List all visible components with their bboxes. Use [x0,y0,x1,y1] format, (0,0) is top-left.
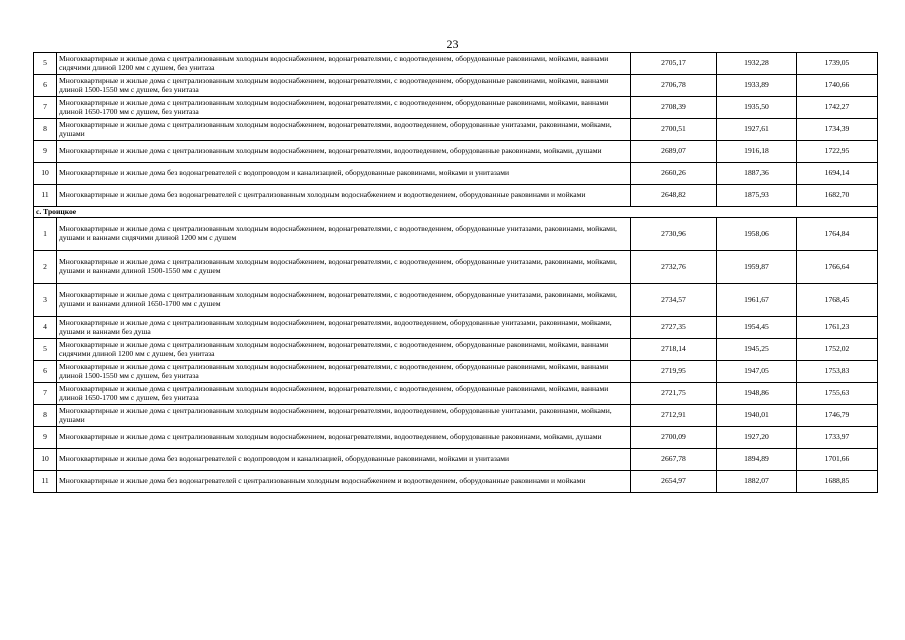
tariff-value-3: 1682,70 [797,185,878,207]
tariff-value-3: 1694,14 [797,163,878,185]
tariff-table [33,52,878,493]
tariff-value-3: 1740,66 [797,75,878,97]
tariff-value-1: 2705,17 [631,53,717,75]
tariff-value-1: 2667,78 [631,449,717,471]
table-row [34,75,878,97]
tariff-value-2: 1959,87 [717,251,797,284]
table-row [34,185,878,207]
row-number: 8 [34,405,57,427]
tariff-value-3: 1734,39 [797,119,878,141]
section-title: с. Троицкое [34,207,878,218]
table-row [34,53,878,75]
table-row [34,251,878,284]
row-number: 2 [34,251,57,284]
table-row [34,405,878,427]
housing-description: Многоквартирные и жилые дома без водонагревателей с централизованным холодным водоснабжением и водоотведением, оборудованные раковинами и мойками [57,471,631,493]
housing-description: Многоквартирные и жилые дома с централизованным холодным водоснабжением, водонагревателями, с водоотведением, оборудованные раковинами, мойками, ваннами сидячими длиной 1200 мм с душем, без унитаза [57,53,631,75]
housing-description: Многоквартирные и жилые дома с централизованным холодным водоснабжением, водонагревателями, водоотведением, оборудованные унитазами, раковинами, мойками, душами [57,405,631,427]
tariff-value-3: 1746,79 [797,405,878,427]
tariff-value-1: 2700,51 [631,119,717,141]
tariff-value-2: 1916,18 [717,141,797,163]
table-row [34,317,878,339]
tariff-value-2: 1887,36 [717,163,797,185]
tariff-value-2: 1947,05 [717,361,797,383]
tariff-value-2: 1894,89 [717,449,797,471]
tariff-value-3: 1755,63 [797,383,878,405]
housing-description: Многоквартирные и жилые дома без водонагревателей с централизованным холодным водоснабжением и водоотведением, оборудованные раковинами и мойками [57,185,631,207]
row-number: 5 [34,53,57,75]
tariff-value-1: 2719,95 [631,361,717,383]
table-row [34,141,878,163]
tariff-value-2: 1948,86 [717,383,797,405]
table-row [34,97,878,119]
tariff-value-3: 1688,85 [797,471,878,493]
row-number: 6 [34,75,57,97]
housing-description: Многоквартирные и жилые дома с централизованным холодным водоснабжением, водонагревателями, с водоотведением, оборудованные унитазами, раковинами, мойками, душами и ваннами длиной 1500-1550 мм с душем [57,251,631,284]
tariff-value-3: 1753,83 [797,361,878,383]
housing-description: Многоквартирные и жилые дома с централизованным холодным водоснабжением, водонагревателями, водоотведением, оборудованные раковинами, мойками, душами [57,427,631,449]
table-row [34,449,878,471]
housing-description: Многоквартирные и жилые дома с централизованным холодным водоснабжением, водонагревателями, с водоотведением, оборудованные раковинами, мойками, ваннами длиной 1500-1550 мм с душем, без унитаза [57,75,631,97]
tariff-value-2: 1961,67 [717,284,797,317]
tariff-value-3: 1768,45 [797,284,878,317]
tariff-value-3: 1739,05 [797,53,878,75]
row-number: 7 [34,383,57,405]
row-number: 7 [34,97,57,119]
tariff-value-1: 2730,96 [631,218,717,251]
tariff-value-1: 2718,14 [631,339,717,361]
housing-description: Многоквартирные и жилые дома без водонагревателей с водопроводом и канализацией, оборудованные раковинами, мойками и унитазами [57,449,631,471]
row-number: 10 [34,449,57,471]
tariff-value-1: 2708,39 [631,97,717,119]
tariff-value-1: 2734,57 [631,284,717,317]
table-row [34,119,878,141]
tariff-table-body [34,53,878,493]
table-row [34,339,878,361]
tariff-value-1: 2648,82 [631,185,717,207]
tariff-value-2: 1954,45 [717,317,797,339]
tariff-value-2: 1958,06 [717,218,797,251]
housing-description: Многоквартирные и жилые дома с централизованным холодным водоснабжением, водонагревателями, с водоотведением, оборудованные унитазами, раковинами, мойками, душами и ваннами длиной 1650-1700 мм с душем [57,284,631,317]
housing-description: Многоквартирные и жилые дома с централизованным холодным водоснабжением, водонагревателями, водоотведением, оборудованные унитазами, раковинами, мойками, душами и ваннами без душа [57,317,631,339]
table-row [34,427,878,449]
housing-description: Многоквартирные и жилые дома с централизованным холодным водоснабжением, водонагревателями, с водоотведением, оборудованные раковинами, мойками, ваннами длиной 1650-1700 мм с душем, без унитаза [57,383,631,405]
tariff-value-2: 1933,89 [717,75,797,97]
row-number: 9 [34,141,57,163]
row-number: 5 [34,339,57,361]
housing-description: Многоквартирные и жилые дома с централизованным холодным водоснабжением, водонагревателями, водоотведением, оборудованные раковинами, мойками, душами [57,141,631,163]
tariff-value-2: 1882,07 [717,471,797,493]
tariff-value-1: 2654,97 [631,471,717,493]
row-number: 11 [34,185,57,207]
housing-description: Многоквартирные и жилые дома с централизованным холодным водоснабжением, водонагревателями, с водоотведением, оборудованные унитазами, раковинами, мойками, душами и ваннами сидячими длиной 1200 мм с душем [57,218,631,251]
tariff-value-1: 2700,09 [631,427,717,449]
tariff-value-1: 2721,75 [631,383,717,405]
table-row [34,218,878,251]
tariff-value-1: 2689,07 [631,141,717,163]
row-number: 10 [34,163,57,185]
row-number: 4 [34,317,57,339]
table-row [34,163,878,185]
tariff-value-1: 2732,76 [631,251,717,284]
row-number: 3 [34,284,57,317]
housing-description: Многоквартирные и жилые дома без водонагревателей с водопроводом и канализацией, оборудованные раковинами, мойками и унитазами [57,163,631,185]
tariff-value-2: 1927,61 [717,119,797,141]
row-number: 11 [34,471,57,493]
housing-description: Многоквартирные и жилые дома с централизованным холодным водоснабжением, водонагревателями, с водоотведением, оборудованные раковинами, мойками, ваннами длиной 1500-1550 мм с душем, без унитаза [57,361,631,383]
table-row [34,284,878,317]
tariff-value-2: 1927,20 [717,427,797,449]
tariff-value-2: 1875,93 [717,185,797,207]
tariff-value-3: 1722,95 [797,141,878,163]
tariff-value-2: 1932,28 [717,53,797,75]
tariff-value-2: 1935,50 [717,97,797,119]
housing-description: Многоквартирные и жилые дома с централизованным холодным водоснабжением, водонагревателями, с водоотведением, оборудованные раковинами, мойками, ваннами сидячими длиной 1200 мм с душем, без унитаза [57,339,631,361]
row-number: 9 [34,427,57,449]
row-number: 6 [34,361,57,383]
tariff-value-3: 1742,27 [797,97,878,119]
tariff-value-3: 1764,84 [797,218,878,251]
housing-description: Многоквартирные и жилые дома с централизованным холодным водоснабжением, водонагревателями, водоотведением, оборудованные унитазами, раковинами, мойками, душами [57,119,631,141]
tariff-value-1: 2660,26 [631,163,717,185]
row-number: 8 [34,119,57,141]
tariff-value-3: 1766,64 [797,251,878,284]
table-row [34,471,878,493]
tariff-value-1: 2727,35 [631,317,717,339]
tariff-value-3: 1761,23 [797,317,878,339]
tariff-value-1: 2706,78 [631,75,717,97]
table-row [34,361,878,383]
page-number: 23 [446,37,459,51]
row-number: 1 [34,218,57,251]
tariff-value-3: 1752,02 [797,339,878,361]
tariff-value-1: 2712,91 [631,405,717,427]
tariff-value-2: 1945,25 [717,339,797,361]
tariff-value-3: 1733,97 [797,427,878,449]
housing-description: Многоквартирные и жилые дома с централизованным холодным водоснабжением, водонагревателями, с водоотведением, оборудованные раковинами, мойками, ваннами длиной 1650-1700 мм с душем, без унитаза [57,97,631,119]
table-row [34,383,878,405]
tariff-value-2: 1940,01 [717,405,797,427]
tariff-value-3: 1701,66 [797,449,878,471]
section-row [34,207,878,218]
